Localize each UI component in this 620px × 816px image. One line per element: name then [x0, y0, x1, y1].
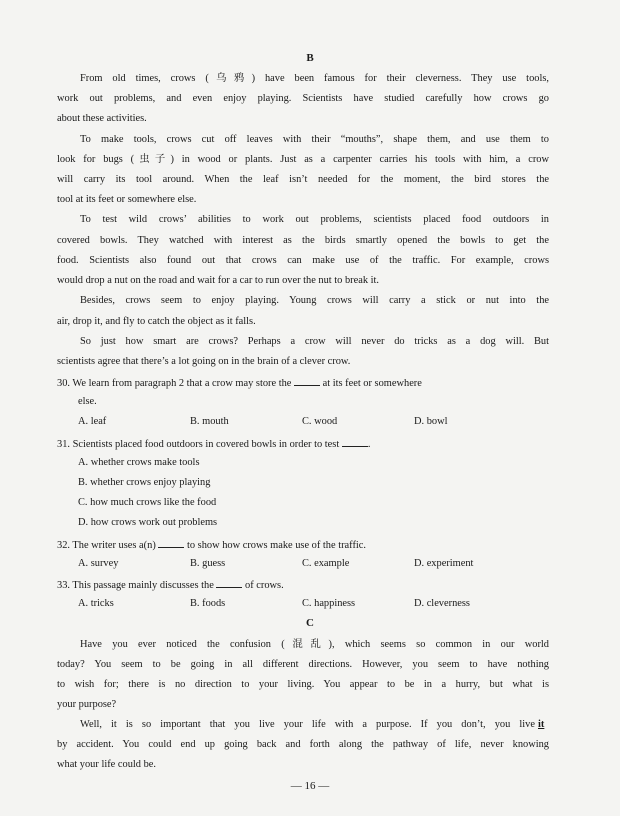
option-33-c: C. happiness — [302, 598, 356, 609]
passage-c-line: to wish for; there is no direction to your living. You appear to be in a hurry, but what is — [57, 679, 549, 690]
passage-b-line: From old times, crows (乌鸦) have been famous for their cleverness. They use tools, — [80, 73, 549, 84]
passage-b-line: covered bowls. They watched with interest as the birds smartly opened the bowls to get the — [57, 235, 549, 246]
passage-c-line: by accident. You could end up going back and forth along the pathway of life, never knowing — [57, 739, 549, 750]
question-30-text-end: at its feet or somewhere — [322, 378, 422, 389]
option-31-b: B. whether crows enjoy playing — [78, 477, 211, 488]
question-33-text-end: of crows. — [245, 580, 284, 591]
question-30-stem — [57, 375, 422, 391]
passage-b-line: food. Scientists also found out that crows can make use of the traffic. For example, crows — [57, 255, 549, 266]
question-33-stem — [57, 577, 284, 593]
passage-b-line: will carry its tool around. When the leaf isn’t needed for the moment, the bird stores the — [57, 174, 549, 185]
option-32-c: C. example — [302, 558, 350, 569]
section-c-heading: C — [306, 617, 314, 629]
passage-b-line: scientists agree that there’s a lot going on in the brain of a clever crow. — [57, 356, 351, 367]
passage-b-line: air, drop it, and fly to catch the object as it falls. — [57, 316, 256, 327]
answer-blank — [342, 436, 368, 447]
answer-blank — [158, 537, 184, 548]
question-30-stem-cont: else. — [78, 396, 97, 407]
option-32-b: B. guess — [190, 558, 226, 569]
answer-blank — [294, 375, 320, 386]
passage-c-line: Well, it is so important that you live your life with a purpose. If you don’t, you live — [80, 719, 535, 730]
option-30-a: A. leaf — [78, 416, 107, 427]
question-31-stem — [57, 436, 370, 452]
passage-b-line: Besides, crows seem to enjoy playing. Young crows will carry a stick or nut into the — [80, 295, 549, 306]
option-33-d: D. cleverness — [414, 598, 470, 609]
option-32-d: D. experiment — [414, 558, 474, 569]
option-30-b: B. mouth — [190, 416, 229, 427]
passage-c-line: Have you ever noticed the confusion (混乱), which seems so common in our world — [80, 639, 549, 650]
answer-blank — [216, 577, 242, 588]
question-30-text: 30. We learn from paragraph 2 that a crow may store the — [57, 378, 292, 389]
passage-b-line: So just how smart are crows? Perhaps a crow will never do tricks as a dog will. But — [80, 336, 549, 347]
question-32-text-end: to show how crows make use of the traffic. — [187, 540, 366, 551]
passage-b-line: about these activities. — [57, 113, 147, 124]
passage-c-line: your purpose? — [57, 699, 117, 710]
question-32-text: 32. The writer uses a(n) — [57, 540, 156, 551]
question-31-text-end: . — [367, 439, 371, 450]
question-32-stem — [57, 537, 366, 553]
passage-b-line: would drop a nut on the road and wait for a car to run over the nut to break it. — [57, 275, 380, 286]
option-33-a: A. tricks — [78, 598, 114, 609]
page-number: — 16 — — [290, 780, 330, 792]
passage-b-line: work out problems, and even enjoy playing. Scientists have studied carefully how crows go — [57, 93, 549, 104]
section-b-heading: B — [306, 52, 314, 64]
passage-b-line: To make tools, crows cut off leaves with their “mouths”, shape them, and use them to — [80, 134, 549, 145]
question-33-text: 33. This passage mainly discusses the — [57, 580, 214, 591]
question-31-text: 31. Scientists placed food outdoors in covered bowls in order to test — [57, 439, 340, 450]
passage-c-line: today? You seem to be going in all different directions. However, you seem to have nothing — [57, 659, 549, 670]
passage-b-line: tool at its feet or somewhere else. — [57, 194, 197, 205]
passage-b-line: To test wild crows’ abilities to work out problems, scientists placed food outdoors in — [80, 214, 549, 225]
option-31-c: C. how much crows like the food — [78, 497, 217, 508]
option-31-a: A. whether crows make tools — [78, 457, 200, 468]
option-32-a: A. survey — [78, 558, 119, 569]
passage-c-line: what your life could be. — [57, 759, 156, 770]
option-33-b: B. foods — [190, 598, 226, 609]
option-30-d: D. bowl — [414, 416, 448, 427]
passage-b-line: look for bugs (虫子) in wood or plants. Just as a carpenter carries his tools with him, a crow — [57, 154, 549, 165]
underlined-word: it — [538, 719, 545, 730]
option-31-d: D. how crows work out problems — [78, 517, 218, 528]
option-30-c: C. wood — [302, 416, 338, 427]
